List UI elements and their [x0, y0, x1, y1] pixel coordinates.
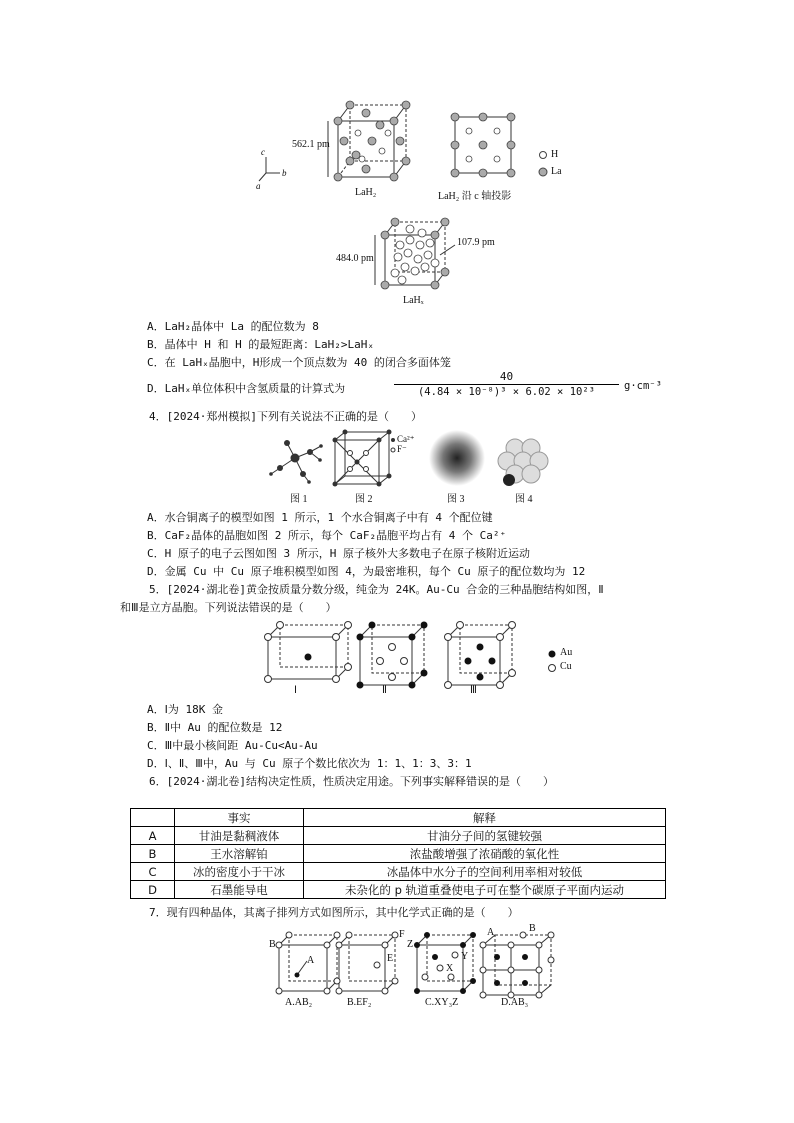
- ion-f: F⁻: [397, 444, 407, 454]
- caption-lah2-projection: LaH₂ 沿 c 轴投影: [438, 191, 512, 202]
- cell-label-a: A.AB₂: [285, 997, 313, 1008]
- q4-stem: 4．[2024·郑州模拟]下列有关说法不正确的是（ ）: [149, 410, 422, 423]
- figure-q4: [265, 428, 565, 506]
- q5-option-b: B．Ⅱ中 Au 的配位数是 12: [147, 721, 283, 734]
- figure-lah: [250, 95, 560, 310]
- formula-unit: g·cm⁻³: [624, 380, 662, 392]
- cell-label-2: Ⅱ: [382, 685, 387, 696]
- table-row: [131, 881, 666, 899]
- q3-formula: [394, 370, 674, 398]
- q3-option-a: A．LaH₂晶体中 La 的配位数为 8: [147, 320, 319, 333]
- electron-cloud: [429, 430, 485, 486]
- point-a: A: [307, 955, 315, 966]
- fig-label-3: 图 3: [447, 494, 465, 505]
- cell-label-c: C.XY₃Z: [425, 997, 459, 1008]
- q7-stem: 7．现有四种晶体，其离子排列方式如图所示，其中化学式正确的是（ ）: [149, 906, 519, 919]
- cell-label-3: Ⅲ: [470, 685, 477, 696]
- fig-label-2: 图 2: [355, 494, 373, 505]
- legend-la-dot: [539, 168, 547, 176]
- fig-label-4: 图 4: [515, 494, 533, 505]
- row-explanation: 甘油分子间的氢键较强: [304, 827, 666, 845]
- row-letter: B: [131, 845, 175, 863]
- point-f: F: [399, 929, 405, 940]
- cell-label-d: D.AB₃: [501, 997, 529, 1008]
- table-header-row: [131, 809, 666, 827]
- dim-484: 484.0 pm: [336, 253, 374, 264]
- point-a2: A: [487, 927, 495, 938]
- col-header-explanation: 解释: [304, 809, 666, 827]
- point-e: E: [387, 953, 394, 964]
- point-y: Y: [461, 951, 469, 962]
- row-explanation: 未杂化的 p 轨道重叠使电子可在整个碳原子平面内运动: [304, 881, 666, 899]
- axis-a: a: [256, 181, 261, 191]
- table-row: [131, 845, 666, 863]
- q5-option-c: C．Ⅲ中最小核间距 Au-Cu<Au-Au: [147, 739, 318, 752]
- q5-option-d: D．Ⅰ、Ⅱ、Ⅲ中，Au 与 Cu 原子个数比依次为 1：1、1：3、3：1: [147, 757, 472, 770]
- formula-denominator: (4.84 × 10⁻⁸)³ × 6.02 × 10²³: [417, 386, 595, 398]
- caption-lahx: LaHₓ: [403, 295, 424, 306]
- figure-q7: [265, 925, 555, 1011]
- row-letter: D: [131, 881, 175, 899]
- q3-option-b: B．晶体中 H 和 H 的最短距离：LaH₂>LaHₓ: [147, 338, 374, 351]
- dim-107: 107.9 pm: [457, 237, 495, 248]
- legend-au: Au: [560, 647, 573, 658]
- point-b2: B: [529, 923, 536, 934]
- point-b: B: [269, 939, 276, 950]
- row-fact: 甘油是黏稠液体: [175, 827, 304, 845]
- ion-ca: Ca²⁺: [397, 434, 415, 444]
- row-letter: C: [131, 863, 175, 881]
- legend-la: La: [551, 166, 562, 177]
- figure-q5: [260, 617, 580, 699]
- point-x: X: [446, 963, 454, 974]
- au-cu-cells: [260, 617, 580, 699]
- q5-option-a: A．Ⅰ为 18K 金: [147, 703, 223, 716]
- q4-option-c: C．H 原子的电子云图如图 3 所示，H 原子核外大多数电子在原子核附近运动: [147, 547, 530, 560]
- row-explanation: 冰晶体中水分子的空间利用率相对较低: [304, 863, 666, 881]
- h-atoms: [355, 128, 500, 284]
- legend-h: H: [551, 149, 559, 160]
- legend-h-dot: [540, 152, 547, 159]
- row-letter: A: [131, 827, 175, 845]
- q3-option-c: C．在 LaHₓ晶胞中，H形成一个顶点数为 40 的闭合多面体笼: [147, 356, 451, 369]
- q4-option-a: A．水合铜离子的模型如图 1 所示，1 个水合铜离子中有 4 个配位键: [147, 511, 493, 524]
- col-header-letter: [131, 809, 175, 827]
- col-header-fact: 事实: [175, 809, 304, 827]
- cell-label-1: Ⅰ: [294, 685, 297, 696]
- fraction-bar: [394, 384, 619, 385]
- cell-label-b: B.EF₂: [347, 997, 372, 1008]
- row-fact: 冰的密度小于干冰: [175, 863, 304, 881]
- point-z: Z: [407, 939, 414, 950]
- row-explanation: 浓盐酸增强了浓硝酸的氧化性: [304, 845, 666, 863]
- axis-c: c: [261, 147, 265, 157]
- formula-numerator: 40: [499, 370, 514, 383]
- row-fact: 石墨能导电: [175, 881, 304, 899]
- facts-table: [130, 808, 666, 899]
- q5-stem-line2: 和Ⅲ是立方晶胞。下列说法错误的是（ ）: [120, 601, 337, 614]
- caption-lah2: LaH₂: [355, 187, 377, 198]
- q5-stem-line1: 5．[2024·湖北卷]黄金按质量分数分级，纯金为 24K。Au-Cu 合金的三种晶胞结构如图，Ⅱ: [149, 583, 604, 596]
- table-row: [131, 827, 666, 845]
- lah-crystal-diagrams: [250, 95, 560, 310]
- q3-option-d: D．LaHₓ单位体积中含氢质量的计算式为: [147, 382, 346, 395]
- q6-stem: 6．[2024·湖北卷]结构决定性质，性质决定用途。下列事实解释错误的是（ ）: [149, 775, 554, 788]
- legend-cu: Cu: [560, 661, 572, 672]
- dim-562: 562.1 pm: [292, 139, 330, 150]
- q4-option-b: B．CaF₂晶体的晶胞如图 2 所示，每个 CaF₂晶胞平均占有 4 个 Ca²⁺: [147, 529, 507, 542]
- q4-option-d: D．金属 Cu 中 Cu 原子堆积模型如图 4，为最密堆积，每个 Cu 原子的配位数均为 12: [147, 565, 586, 578]
- table-row: [131, 863, 666, 881]
- axis-b: b: [282, 168, 287, 178]
- row-fact: 王水溶解铂: [175, 845, 304, 863]
- fig-label-1: 图 1: [290, 494, 308, 505]
